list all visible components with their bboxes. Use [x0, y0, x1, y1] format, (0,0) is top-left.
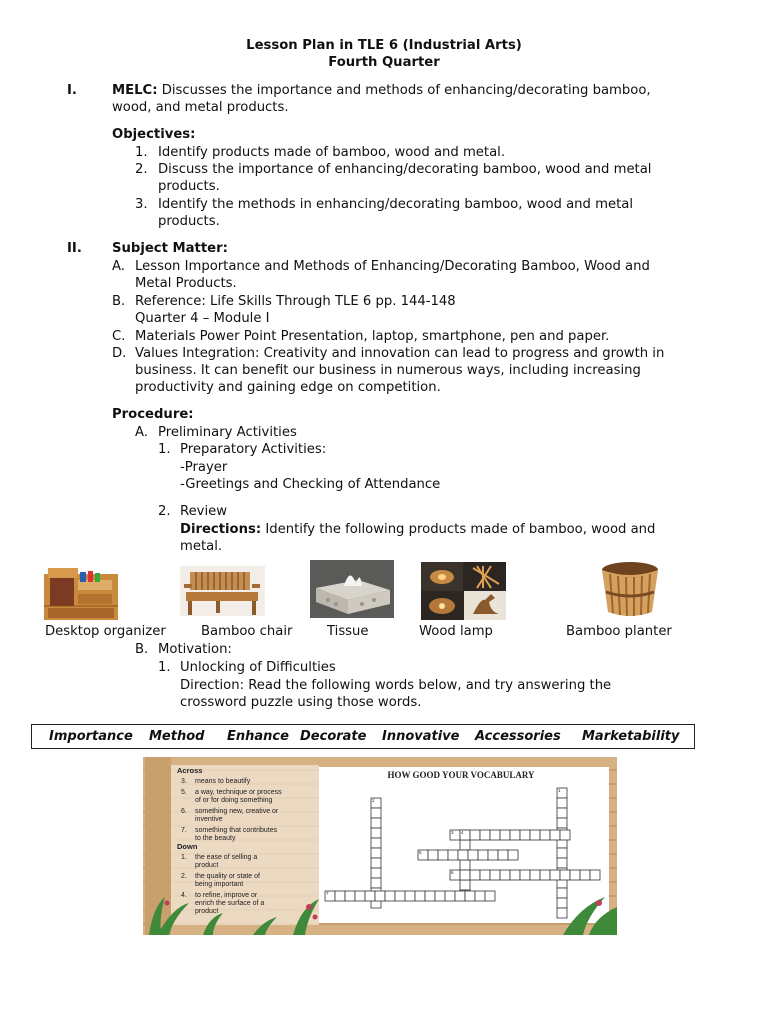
crossword-cell — [460, 880, 470, 890]
crossword-cell — [468, 850, 478, 860]
clue-text: the ease of selling a — [195, 854, 258, 861]
procedure-num: 2. — [158, 504, 171, 519]
crossword-cell — [345, 891, 355, 901]
subject-matter-label: Subject Matter: — [112, 241, 228, 256]
crossword-cell — [470, 870, 480, 880]
product-caption: Bamboo chair — [201, 624, 293, 639]
word-bank-item: Method — [149, 729, 205, 744]
procedure-letter: B. — [135, 642, 149, 657]
crossword-cell — [335, 891, 345, 901]
subject-text: Materials Power Point Presentation, laptop, smartphone, pen and paper. — [135, 329, 610, 344]
crossword-cell — [415, 891, 425, 901]
crossword-cell — [500, 830, 510, 840]
subject-text: business. It can benefit our business in numerous ways, including increasing — [135, 363, 641, 378]
cell-number: 7 — [326, 891, 329, 896]
cell-number: 2 — [372, 798, 375, 803]
objective-text: Identify products made of bamboo, wood and metal. — [158, 145, 506, 160]
clue-num: 3. — [181, 778, 187, 785]
clue-text: enrich the surface of a — [195, 900, 265, 907]
crossword-cell — [557, 908, 567, 918]
crossword-cell — [470, 830, 480, 840]
procedure-num: 1. — [158, 442, 171, 457]
crossword-cell — [570, 870, 580, 880]
clue-text: the quality or state of — [195, 873, 260, 880]
objective-text: products. — [158, 179, 220, 194]
crossword-cell — [455, 891, 465, 901]
crossword-cell — [425, 891, 435, 901]
word-bank-item: Enhance — [227, 729, 289, 744]
crossword-cell — [557, 818, 567, 828]
crossword-title: HOW GOOD YOUR VOCABULARY — [387, 770, 535, 780]
procedure-label: Procedure: — [112, 407, 194, 422]
subject-text: Metal Products. — [135, 276, 237, 291]
crossword-cell — [478, 850, 488, 860]
crossword-cell — [371, 838, 381, 848]
tissue-box-image — [310, 560, 394, 618]
clue-num: 6. — [181, 808, 187, 815]
crossword-cell — [540, 830, 550, 840]
subject-letter: D. — [112, 346, 127, 361]
section-numeral-2: II. — [67, 241, 82, 256]
clue-text: product — [195, 908, 219, 915]
crossword-cell — [510, 870, 520, 880]
crossword-cell — [460, 870, 470, 880]
directions-line-2: metal. — [180, 539, 223, 554]
crossword-cell — [480, 830, 490, 840]
wood-lamp-image — [421, 562, 506, 620]
motivation-direction-1: Direction: Read the following words below, and try answering the — [180, 678, 612, 693]
crossword-cell — [540, 870, 550, 880]
objectives-label: Objectives: — [112, 127, 196, 142]
crossword-puzzle — [143, 757, 617, 935]
crossword-cell — [355, 891, 365, 901]
greetings-item: -Greetings and Checking of Attendance — [180, 477, 441, 492]
crossword-cell — [560, 830, 570, 840]
crossword-cell — [557, 898, 567, 908]
word-bank-item: Accessories — [475, 729, 561, 744]
objective-text: Discuss the importance of enhancing/decorating bamboo, wood and metal — [158, 162, 652, 177]
directions-text: Identify the following products made of bamboo, wood and — [261, 522, 656, 537]
subject-text: Quarter 4 – Module I — [135, 311, 270, 326]
crossword-cell — [385, 891, 395, 901]
cell-number: 6 — [451, 870, 454, 875]
clue-num: 1. — [181, 854, 187, 861]
crossword-cell — [557, 798, 567, 808]
crossword-cell — [590, 870, 600, 880]
crossword-cell — [365, 891, 375, 901]
crossword-cell — [371, 848, 381, 858]
clue-text: being important — [195, 881, 244, 888]
clue-text: means to beautify — [195, 778, 251, 785]
crossword-cell — [490, 870, 500, 880]
clue-text: product — [195, 862, 219, 869]
clue-text: inventive — [195, 816, 223, 823]
crossword-cell — [405, 891, 415, 901]
clue-text: something new, creative or — [195, 808, 279, 815]
crossword-cell — [371, 818, 381, 828]
crossword-cell — [530, 830, 540, 840]
subject-letter: C. — [112, 329, 126, 344]
review-label: Review — [180, 504, 228, 519]
crossword-cell — [560, 870, 570, 880]
subject-text: productivity and gaining edge on competition. — [135, 380, 441, 395]
objective-num: 1. — [135, 145, 148, 160]
document-quarter: Fourth Quarter — [328, 55, 440, 70]
crossword-cell — [557, 888, 567, 898]
crossword-cell — [530, 870, 540, 880]
prayer-item: -Prayer — [180, 460, 228, 475]
product-caption: Wood lamp — [419, 624, 493, 639]
crossword-cell — [557, 808, 567, 818]
crossword-cell — [557, 848, 567, 858]
crossword-cell — [371, 868, 381, 878]
word-bank-item: Decorate — [300, 729, 367, 744]
clue-text: a way, technique or process — [195, 789, 282, 796]
crossword-cell — [508, 850, 518, 860]
cell-number: 4 — [461, 830, 464, 835]
crossword-cell — [458, 850, 468, 860]
clue-num: 2. — [181, 873, 187, 880]
word-bank-item: Innovative — [382, 729, 460, 744]
crossword-cell — [371, 808, 381, 818]
subject-text: Values Integration: Creativity and innovation can lead to progress and growth in — [135, 346, 665, 361]
crossword-cell — [445, 891, 455, 901]
subject-letter: B. — [112, 294, 126, 309]
crossword-cell — [460, 840, 470, 850]
clue-text: to the beauty — [195, 835, 236, 842]
crossword-cell — [480, 870, 490, 880]
crossword-across-label: Across — [177, 766, 203, 775]
crossword-cell — [550, 870, 560, 880]
crossword-cell — [510, 830, 520, 840]
crossword-cell — [498, 850, 508, 860]
bamboo-chair-image — [180, 566, 265, 616]
crossword-cell — [490, 830, 500, 840]
preparatory-activities: Preparatory Activities: — [180, 442, 327, 457]
bamboo-planter-image — [590, 558, 670, 620]
preliminary-activities: Preliminary Activities — [158, 425, 297, 440]
crossword-cell — [448, 850, 458, 860]
crossword-cell — [500, 870, 510, 880]
cell-number: 3 — [451, 830, 454, 835]
product-caption: Tissue — [327, 624, 369, 639]
clue-text: of or for doing something — [195, 797, 273, 804]
crossword-cell — [465, 891, 475, 901]
crossword-cell — [371, 858, 381, 868]
directions-line-1 — [180, 521, 655, 538]
crossword-cell — [520, 830, 530, 840]
document-title: Lesson Plan in TLE 6 (Industrial Arts) — [246, 38, 522, 53]
crossword-cell — [375, 891, 385, 901]
subject-text: Lesson Importance and Methods of Enhancing/Decorating Bamboo, Wood and — [135, 259, 650, 274]
crossword-cell — [460, 860, 470, 870]
unlocking-difficulties: Unlocking of Difficulties — [180, 660, 336, 675]
motivation-direction-2: crossword puzzle using those words. — [180, 695, 422, 710]
motivation-label: Motivation: — [158, 642, 232, 657]
crossword-down-label: Down — [177, 842, 198, 851]
crossword-cell — [475, 891, 485, 901]
crossword-cell — [520, 870, 530, 880]
product-caption: Bamboo planter — [566, 624, 672, 639]
crossword-cell — [550, 830, 560, 840]
crossword-cell — [435, 891, 445, 901]
product-caption: Desktop organizer — [45, 624, 166, 639]
objective-num: 2. — [135, 162, 148, 177]
crossword-cell — [428, 850, 438, 860]
section-numeral-1: I. — [67, 83, 77, 98]
clue-num: 7. — [181, 827, 187, 834]
crossword-cell — [371, 828, 381, 838]
subject-letter: A. — [112, 259, 125, 274]
clue-num: 5. — [181, 789, 187, 796]
cell-number: 5 — [419, 850, 422, 855]
melc-label: MELC: — [112, 83, 158, 98]
procedure-letter: A. — [135, 425, 148, 440]
objective-num: 3. — [135, 197, 148, 212]
subject-text: Reference: Life Skills Through TLE 6 pp. 144-148 — [135, 294, 456, 309]
clue-num: 4. — [181, 892, 187, 899]
clue-text: something that contributes — [195, 827, 278, 834]
melc-text: Discusses the importance and methods of enhancing/decorating bamboo, — [157, 83, 651, 98]
desktop-organizer-image — [42, 562, 120, 622]
procedure-num: 1. — [158, 660, 171, 675]
crossword-cell — [488, 850, 498, 860]
crossword-cell — [580, 870, 590, 880]
cell-number: 1 — [558, 788, 561, 793]
melc-line-1 — [112, 82, 651, 99]
objective-text: Identify the methods in enhancing/decorating bamboo, wood and metal — [158, 197, 633, 212]
melc-line-2: wood, and metal products. — [112, 100, 289, 115]
crossword-cell — [485, 891, 495, 901]
word-bank-item: Marketability — [582, 729, 680, 744]
word-bank — [31, 724, 695, 749]
crossword-cell — [438, 850, 448, 860]
crossword-cell — [371, 878, 381, 888]
crossword-cell — [557, 858, 567, 868]
crossword-cell — [395, 891, 405, 901]
word-bank-item: Importance — [49, 729, 133, 744]
objective-text: products. — [158, 214, 220, 229]
clue-text: to refine, improve or — [195, 892, 258, 899]
directions-label: Directions: — [180, 522, 262, 537]
